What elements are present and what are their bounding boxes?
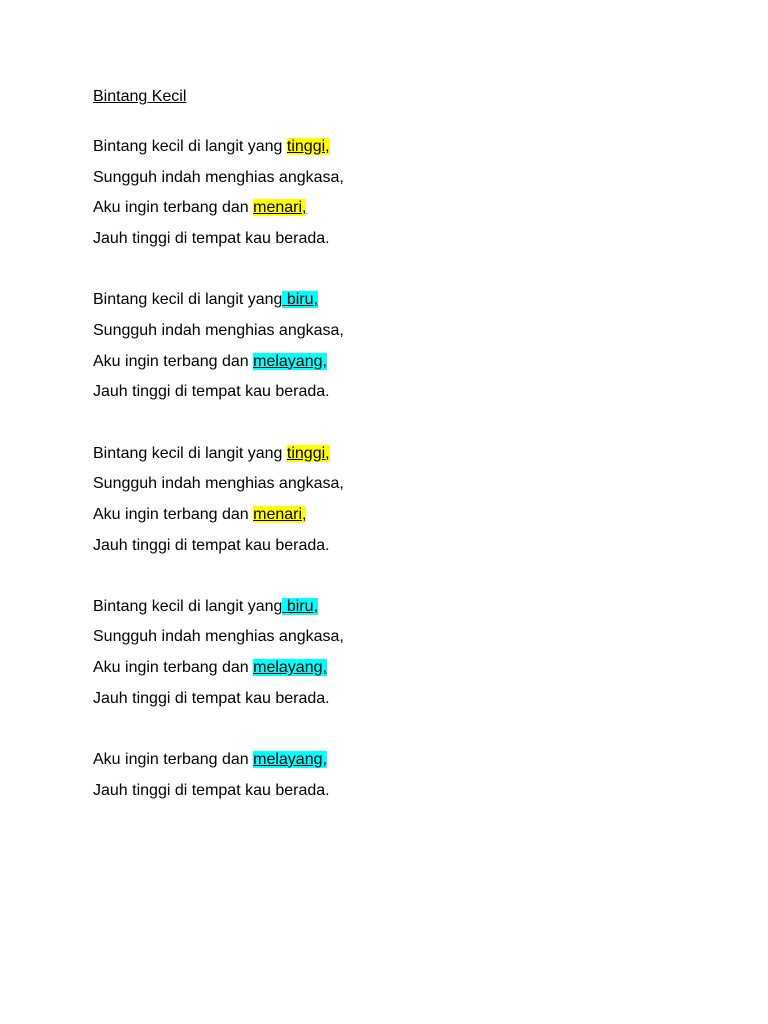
lyric-line xyxy=(93,136,733,167)
lyric-text: Sungguh indah menghias angkasa, xyxy=(93,475,344,493)
lyric-text: Jauh tinggi di tempat kau berada. xyxy=(93,230,330,248)
highlighted-word: tinggi, xyxy=(286,138,330,155)
lyric-line xyxy=(93,535,733,566)
highlighted-word: melayang, xyxy=(253,659,327,677)
lyric-line xyxy=(93,626,733,657)
lyric-text: Bintang kecil di langit yang xyxy=(93,597,283,615)
lyric-text: Aku ingin terbang dan xyxy=(93,352,254,370)
lyrics-body xyxy=(93,136,733,810)
highlighted-word: menari, xyxy=(253,505,307,523)
lyric-text: Aku ingin terbang dan xyxy=(93,659,254,677)
lyric-line xyxy=(93,228,733,259)
lyric-line xyxy=(93,749,733,780)
highlighted-word: menari, xyxy=(253,199,307,217)
lyric-line xyxy=(93,381,733,412)
highlighted-word: melayang, xyxy=(253,751,327,768)
lyric-line xyxy=(93,473,733,504)
lyric-text: Jauh tinggi di tempat kau berada. xyxy=(93,383,330,401)
lyric-line xyxy=(93,351,733,382)
lyric-text: Sungguh indah menghias angkasa, xyxy=(93,628,344,646)
document-page xyxy=(93,86,733,841)
lyric-text: Jauh tinggi di tempat kau berada. xyxy=(93,689,330,707)
lyric-line xyxy=(93,167,733,198)
lyric-line xyxy=(93,443,733,474)
lyric-text: Aku ingin terbang dan xyxy=(93,199,254,217)
highlighted-word: biru, xyxy=(282,291,319,309)
stanza xyxy=(93,136,733,259)
lyric-text: Sungguh indah menghias angkasa, xyxy=(93,168,344,186)
lyric-text: Sungguh indah menghias angkasa, xyxy=(93,321,344,339)
highlighted-word: tinggi, xyxy=(286,444,330,462)
lyric-line xyxy=(93,657,733,688)
highlighted-word: biru, xyxy=(282,597,319,615)
lyric-text: Bintang kecil di langit yang xyxy=(93,444,287,462)
lyric-text: Bintang kecil di langit yang xyxy=(93,291,283,309)
stanza xyxy=(93,289,733,412)
lyric-text: Jauh tinggi di tempat kau berada. xyxy=(93,781,330,799)
lyric-line xyxy=(93,504,733,535)
lyric-text: Bintang kecil di langit yang xyxy=(93,138,287,155)
lyric-text: Aku ingin terbang dan xyxy=(93,505,254,523)
stanza xyxy=(93,749,733,810)
lyric-line xyxy=(93,289,733,320)
document-title: Bintang Kecil xyxy=(93,88,187,105)
stanza xyxy=(93,596,733,719)
lyric-line xyxy=(93,780,733,811)
lyric-line xyxy=(93,197,733,228)
lyric-line xyxy=(93,596,733,627)
lyric-text: Jauh tinggi di tempat kau berada. xyxy=(93,536,330,554)
lyric-line xyxy=(93,320,733,351)
highlighted-word: melayang, xyxy=(253,352,327,370)
lyric-line xyxy=(93,688,733,719)
lyric-text: Aku ingin terbang dan xyxy=(93,751,254,768)
stanza xyxy=(93,443,733,566)
